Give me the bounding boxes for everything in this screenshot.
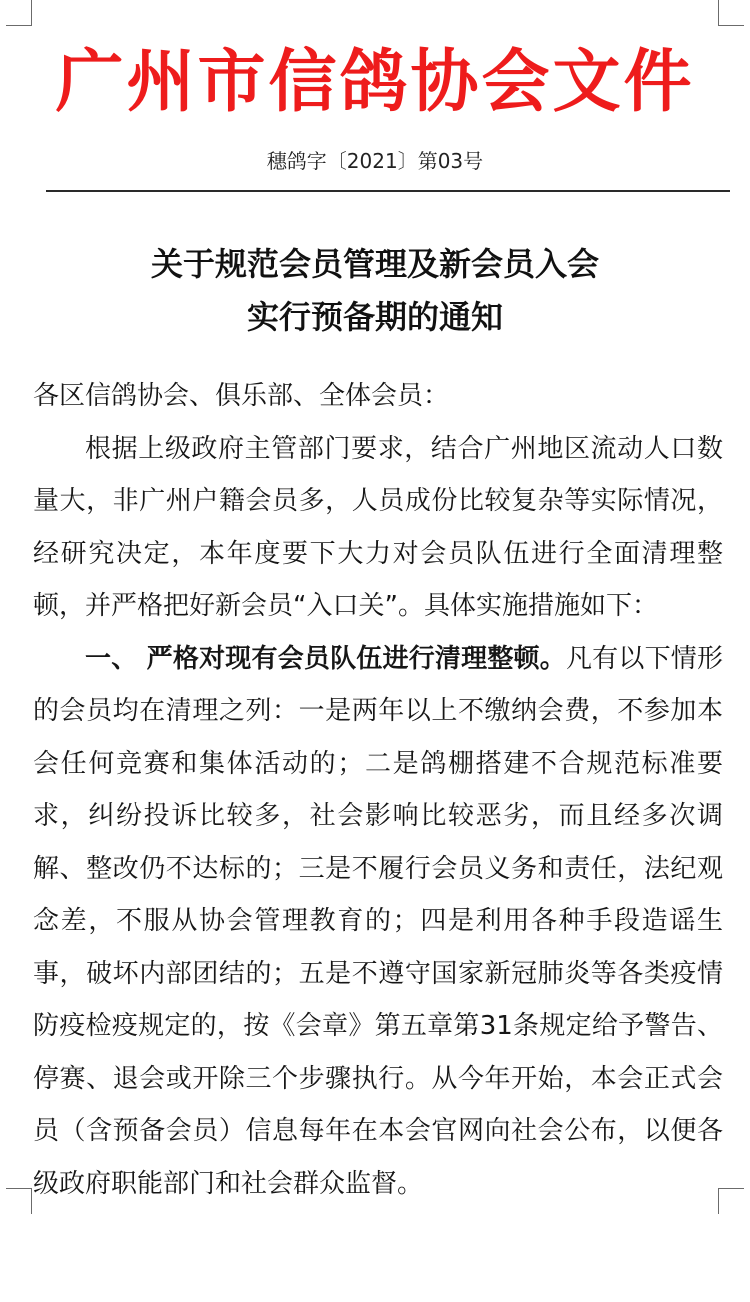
document-number: 穗鸽字〔2021〕第03号 [266,149,484,173]
section-1-text: 凡有以下情形的会员均在清理之列：一是两年以上不缴纳会费，不参加本会任何竞赛和集体活动的；二是鸽棚搭建不合规范标准要求，纠纷投诉比较多，社会影响比较恶劣，而且经多次调解、整改仍不达标的；三是不履行会员义务和责任，法纪观念差，不服从协会管理教育的；四是利用各种手段造谣生事，破坏内部团结的；五是不遵守国家新冠肺炎等各类疫情防疫检疫规定的，按《会章》第五章第31条规定给予警告、停赛、退会或开除三个步骤执行。从今年开始，本会正式会员（含预备会员）信息每年在本会官网向社会公布，以便各级政府职能部门和社会群众监督。 [33,643,723,1199]
organization-header-title: 广州市信鸽协会文件 [55,43,695,122]
section-1-heading: 一、 严格对现有会员队伍进行清理整顿。 [85,643,566,674]
paragraph-section-1 [33,633,723,1211]
notice-title-line-2: 实行预备期的通知 [246,298,503,336]
header-divider [46,190,730,192]
salutation: 各区信鸽协会、俱乐部、全体会员： [33,381,450,411]
notice-body [33,370,723,1210]
page-corner-mark-bottom-left [6,1188,32,1214]
notice-title [0,238,750,344]
paragraph-intro: 根据上级政府主管部门要求，结合广州地区流动人口数量大，非广州户籍会员多，人员成份比较复杂等实际情况，经研究决定，本年度要下大力对会员队伍进行全面清理整顿，并严格把好新会员“入口关”。具体实施措施如下： [33,433,723,621]
page-corner-mark-top-left [6,0,32,26]
page-corner-mark-top-right [718,0,744,26]
notice-title-line-1: 关于规范会员管理及新会员入会 [150,245,599,283]
